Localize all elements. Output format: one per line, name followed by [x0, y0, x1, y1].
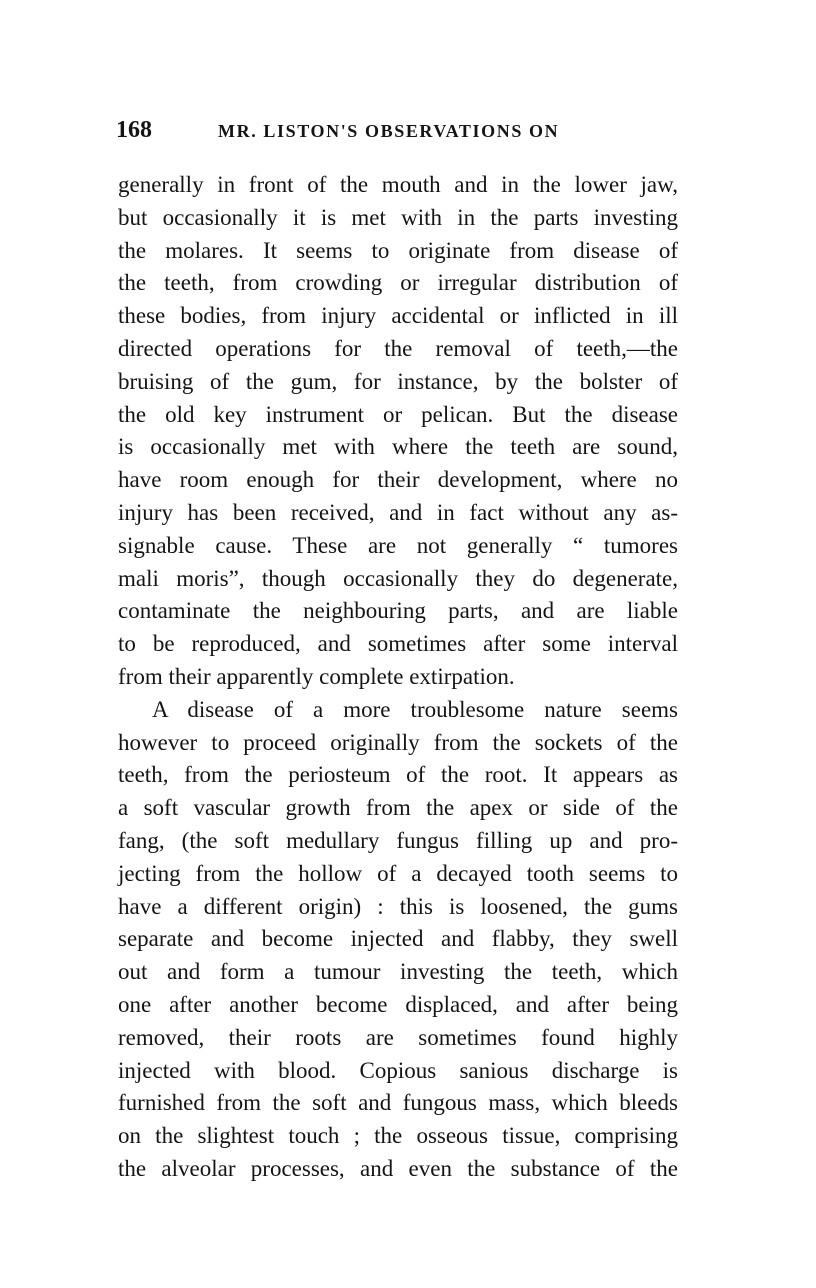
text-line: is occasionally met with where the teeth are sound, — [118, 434, 678, 460]
text-line: contaminate the neighbouring parts, and are liable — [118, 598, 678, 624]
text-line: to be reproduced, and sometimes after some interval — [118, 631, 678, 657]
text-line: generally in front of the mouth and in the lower jaw, — [118, 172, 678, 197]
text-line: but occasionally it is met with in the parts investing — [118, 204, 678, 230]
text-line: bruising of the gum, for instance, by the bolster of — [118, 368, 678, 394]
text-line: the old key instrument or pelican. But the disease — [118, 401, 678, 427]
text-line: have a different origin) : this is loosened, the gums — [118, 893, 678, 919]
text-line: furnished from the soft and fungous mass, which bleeds — [118, 1090, 678, 1116]
text-line: removed, their roots are sometimes found highly — [118, 1024, 678, 1050]
page-header — [116, 112, 682, 148]
text-line: directed operations for the removal of teeth,—the — [118, 335, 678, 361]
running-head: MR. LISTON'S OBSERVATIONS ON — [218, 121, 560, 141]
text-line: jecting from the hollow of a decayed tooth seems to — [118, 860, 678, 886]
text-line: have room enough for their development, where no — [118, 467, 678, 493]
paragraph-2 — [118, 694, 678, 1186]
body-text — [118, 169, 678, 1186]
text-line: separate and become injected and flabby, they swell — [118, 926, 678, 952]
text-line: injected with blood. Copious sanious discharge is — [118, 1057, 678, 1083]
text-line: on the slightest touch ; the osseous tissue, comprising — [118, 1123, 678, 1149]
text-line: fang, (the soft medullary fungus filling up and pro- — [118, 827, 678, 853]
text-line: these bodies, from injury accidental or inflicted in ill — [118, 303, 678, 329]
text-line: teeth, from the periosteum of the root. It appears as — [118, 762, 678, 788]
text-line: mali moris”, though occasionally they do degenerate, — [118, 565, 678, 591]
text-line: a soft vascular growth from the apex or side of the — [118, 795, 678, 821]
text-line: injury has been received, and in fact without any as- — [118, 499, 678, 525]
text-line: signable cause. These are not generally “ tumores — [118, 532, 678, 558]
text-line: from their apparently complete extirpation. — [118, 663, 515, 689]
text-line: however to proceed originally from the sockets of the — [118, 729, 678, 755]
text-line: the molares. It seems to originate from disease of — [118, 237, 678, 263]
paragraph-1 — [118, 169, 678, 694]
text-line: A disease of a more troublesome nature seems — [152, 696, 678, 722]
text-line: the teeth, from crowding or irregular distribution of — [118, 270, 678, 296]
text-line: one after another become displaced, and after being — [118, 991, 678, 1017]
page-number: 168 — [116, 117, 152, 143]
text-line: out and form a tumour investing the teeth, which — [118, 959, 678, 985]
text-line: the alveolar processes, and even the substance of the — [118, 1155, 678, 1181]
